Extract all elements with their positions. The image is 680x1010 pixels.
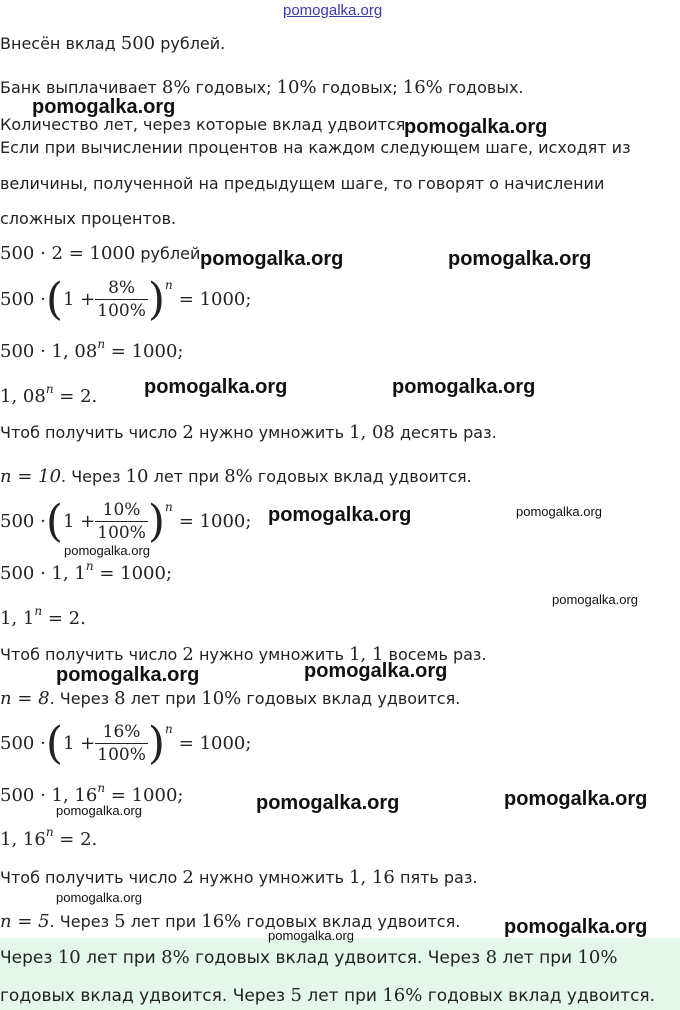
math-value: 1, 1 xyxy=(349,644,384,665)
text-part: лет при xyxy=(125,689,202,708)
eq-power-11 xyxy=(0,559,173,586)
paren-close: ) xyxy=(147,273,166,325)
text-part: нужно умножить xyxy=(193,645,350,664)
text-result-5 xyxy=(0,910,460,934)
watermark-text: pomogalka.org xyxy=(144,376,288,398)
text-part: Через xyxy=(0,948,58,968)
exponent: n xyxy=(165,722,173,736)
watermark-text: pomogalka.org xyxy=(504,788,648,810)
exponent: n xyxy=(45,382,54,396)
paren-open: ( xyxy=(45,273,63,325)
math-value: 2 xyxy=(182,422,194,443)
eq-compound-16 xyxy=(0,712,251,774)
watermark-text: pomogalka.org xyxy=(32,96,176,118)
text-part: нужно умножить xyxy=(193,423,350,442)
eq-double xyxy=(0,242,205,266)
frac-den: 100% xyxy=(97,744,146,765)
exponent: n xyxy=(85,559,94,573)
eq-compound-8 xyxy=(0,268,251,330)
math-value: 8 xyxy=(114,688,126,709)
exponent: n xyxy=(34,604,43,618)
watermark-top-link[interactable]: pomogalka.org xyxy=(283,2,383,19)
math-value: 8% xyxy=(161,77,191,98)
text-part: лет при xyxy=(497,948,578,968)
math-value: 2 xyxy=(182,867,194,888)
watermark-text: pomogalka.org xyxy=(200,248,344,270)
math-value: 5 xyxy=(290,985,302,1006)
math-expr: 1, 1 xyxy=(0,608,35,629)
paren-close: ) xyxy=(147,495,166,547)
text-part: Чтоб получить число xyxy=(0,868,183,887)
math-expr: 1 + xyxy=(62,288,96,310)
text-part: нужно умножить xyxy=(193,868,350,887)
math-expr: = 1000; xyxy=(105,341,184,362)
frac-den: 100% xyxy=(97,522,146,543)
watermark-text: pomogalka.org xyxy=(448,248,592,270)
text-part: Чтоб получить число xyxy=(0,645,183,664)
paren-close: ) xyxy=(147,717,166,769)
text-part: годовых. xyxy=(442,78,524,97)
math-expr: n = 8 xyxy=(0,688,50,709)
eq-power-108 xyxy=(0,337,184,364)
exponent: n xyxy=(165,500,173,514)
text-multiply-116 xyxy=(0,866,477,890)
math-value: 16% xyxy=(201,911,242,932)
math-value: 10 xyxy=(125,466,149,487)
math-expr: = 1000; xyxy=(178,732,252,754)
watermark-text: pomogalka.org xyxy=(392,376,536,398)
math-expr: = 1000; xyxy=(93,563,173,584)
text-part: годовых вклад удвоится. Через xyxy=(189,948,486,968)
text-part: годовых вклад удвоится. xyxy=(422,986,656,1006)
text-part: лет при xyxy=(148,467,225,486)
watermark-text: pomogalka.org xyxy=(268,504,412,526)
fraction xyxy=(95,721,148,766)
text-explanation-3: сложных процентов. xyxy=(0,209,177,228)
text-part: пять раз. xyxy=(394,868,478,887)
math-value: 10% xyxy=(577,947,618,968)
watermark-text: pomogalka.org xyxy=(256,792,400,814)
math-value: 16% xyxy=(382,985,423,1006)
text-result-8 xyxy=(0,687,460,711)
math-value: 2 xyxy=(182,644,194,665)
math-expr: 1 + xyxy=(62,732,96,754)
text-part: лет при xyxy=(125,912,202,931)
math-value: 1, 16 xyxy=(349,867,395,888)
text-part: Внесён вклад xyxy=(0,34,121,53)
math-value: 10% xyxy=(201,688,242,709)
math-expr: n = 10 xyxy=(0,466,62,487)
text-part: . Через xyxy=(49,912,115,931)
text-part: Банк выплачивает xyxy=(0,78,162,97)
eq-power-11-two xyxy=(0,604,86,631)
frac-num: 16% xyxy=(95,721,148,744)
math-expr: 1, 16 xyxy=(0,829,46,850)
fraction xyxy=(95,277,148,322)
text-part: десять раз. xyxy=(394,423,497,442)
exponent: n xyxy=(165,278,173,292)
math-value: 10 xyxy=(57,947,81,968)
math-value: 16% xyxy=(402,77,443,98)
math-value: 8% xyxy=(161,947,190,968)
math-value: 8 xyxy=(485,947,498,968)
text-part: годовых; xyxy=(190,78,277,97)
text-question: Количество лет, через которые вклад удвоится xyxy=(0,115,406,134)
text-part: годовых вклад удвоится. Через xyxy=(0,986,291,1006)
fraction xyxy=(95,499,148,544)
text-part: . Через xyxy=(61,467,126,486)
watermark-text: pomogalka.org xyxy=(268,928,354,943)
frac-num: 10% xyxy=(95,499,148,522)
watermark-text: pomogalka.org xyxy=(516,504,602,519)
math-expr: 1, 08 xyxy=(0,386,46,407)
frac-den: 100% xyxy=(97,300,146,321)
math-expr: n = 5 xyxy=(0,911,50,932)
text-part: рублей. xyxy=(135,244,206,263)
text-part: лет при xyxy=(80,948,162,968)
paren-open: ( xyxy=(45,495,63,547)
answer-line-1 xyxy=(0,946,617,970)
answer-line-2 xyxy=(0,984,655,1008)
exponent: n xyxy=(97,781,106,795)
text-part: годовых; xyxy=(316,78,403,97)
text-result-10 xyxy=(0,465,472,489)
watermark-text: pomogalka.org xyxy=(56,890,142,905)
math-expr: 500 · 1, 08 xyxy=(0,341,98,362)
exponent: n xyxy=(45,825,54,839)
math-expr: = 1000; xyxy=(178,288,252,310)
math-expr: = 2. xyxy=(42,608,86,629)
text-deposit xyxy=(0,32,225,56)
watermark-text: pomogalka.org xyxy=(552,592,638,607)
eq-power-108-two xyxy=(0,382,98,409)
text-part: годовых вклад удвоится. xyxy=(241,912,461,931)
text-part: восемь раз. xyxy=(383,645,487,664)
math-value: 5 xyxy=(114,911,126,932)
math-expr: = 1000; xyxy=(105,785,184,806)
watermark-text: pomogalka.org xyxy=(64,543,150,558)
text-multiply-108 xyxy=(0,421,497,445)
math-value: 500 xyxy=(120,33,156,54)
math-expr: = 2. xyxy=(53,829,98,850)
text-explanation-1: Если при вычислении процентов на каждом следующем шаге, исходят из xyxy=(0,138,631,157)
math-value: 8% xyxy=(224,466,253,487)
watermark-text: pomogalka.org xyxy=(404,116,548,138)
exponent: n xyxy=(97,337,106,351)
watermark-text: pomogalka.org xyxy=(56,803,142,818)
frac-num: 8% xyxy=(95,277,148,300)
math-expr: 1 + xyxy=(62,510,96,532)
watermark-text: pomogalka.org xyxy=(504,916,648,938)
text-part: годовых вклад удвоится. xyxy=(241,689,461,708)
math-expr: = 2. xyxy=(53,386,98,407)
text-explanation-2: величины, полученной на предыдущем шаге, то говорят о начислении xyxy=(0,174,605,193)
answer-box xyxy=(0,938,680,1010)
math-expr: 500 · xyxy=(0,732,46,754)
text-part: лет при xyxy=(301,986,383,1006)
watermark-text: pomogalka.org xyxy=(56,664,200,686)
math-expr: 500 · 2 = 1000 xyxy=(0,243,136,264)
paren-open: ( xyxy=(45,717,63,769)
math-value: 1, 08 xyxy=(349,422,395,443)
text-part: . Через xyxy=(49,689,115,708)
text-part: рублей. xyxy=(155,34,226,53)
math-expr: 500 · 1, 1 xyxy=(0,563,86,584)
math-expr: 500 · xyxy=(0,510,46,532)
eq-power-116-two xyxy=(0,825,98,852)
math-value: 10% xyxy=(276,77,317,98)
math-expr: = 1000; xyxy=(178,510,252,532)
math-expr: 500 · xyxy=(0,288,46,310)
text-part: Чтоб получить число xyxy=(0,423,183,442)
text-part: годовых вклад удвоится. xyxy=(252,467,472,486)
watermark-text: pomogalka.org xyxy=(304,660,448,682)
math-expr: 500 · 1, 16 xyxy=(0,785,98,806)
